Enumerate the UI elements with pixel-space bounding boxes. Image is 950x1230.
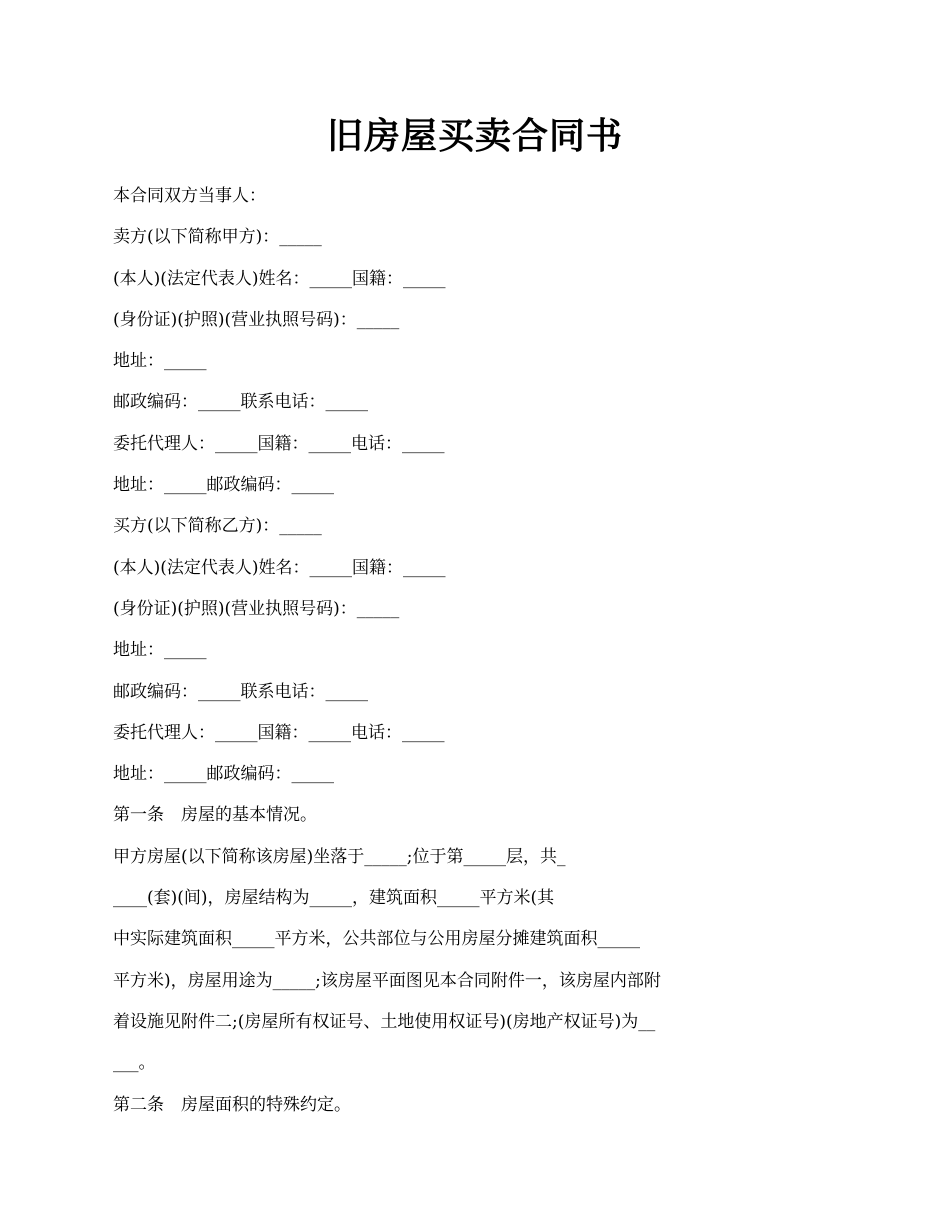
seller-name-nationality: (本人)(法定代表人)姓名：_____国籍：_____ [113,268,446,289]
seller-agent-address: 地址：_____邮政编码：_____ [113,475,334,496]
seller-heading: 卖方(以下简称甲方)：_____ [113,227,322,248]
article-1-heading: 第一条 房屋的基本情况。 [113,805,317,826]
article-1-text: ___。 [113,1053,156,1074]
article-1-text: 平方米)，房屋用途为_____;该房屋平面图见本合同附件一，该房屋内部附 [113,970,661,991]
article-1-text: 着设施见附件二;(房屋所有权证号、土地使用权证号)(房地产权证号)为__ [113,1011,656,1032]
buyer-postcode-phone: 邮政编码：_____联系电话：_____ [113,681,368,702]
buyer-agent-address: 地址：_____邮政编码：_____ [113,764,334,785]
buyer-heading: 买方(以下简称乙方)：_____ [113,516,322,537]
document-title: 旧房屋买卖合同书 [326,116,623,157]
seller-address: 地址：_____ [113,351,207,372]
buyer-address: 地址：_____ [113,640,207,661]
document-body [113,176,723,1126]
article-1-text: 甲方房屋(以下简称该房屋)坐落于_____;位于第_____层，共_ [113,846,566,867]
seller-agent: 委托代理人：_____国籍：_____电话：_____ [113,433,445,454]
buyer-id-number: (身份证)(护照)(营业执照号码)：_____ [113,598,400,619]
article-1-text: ____(套)(间)，房屋结构为_____，建筑面积_____平方米(其 [113,888,555,909]
party-intro: 本合同双方当事人： [113,186,266,206]
buyer-agent: 委托代理人：_____国籍：_____电话：_____ [113,722,445,743]
article-1-text: 中实际建筑面积_____平方米，公共部位与公用房屋分摊建筑面积_____ [113,929,640,950]
article-2-heading: 第二条 房屋面积的特殊约定。 [113,1094,351,1115]
seller-id-number: (身份证)(护照)(营业执照号码)：_____ [113,309,400,330]
buyer-name-nationality: (本人)(法定代表人)姓名：_____国籍：_____ [113,557,446,578]
seller-postcode-phone: 邮政编码：_____联系电话：_____ [113,392,368,413]
